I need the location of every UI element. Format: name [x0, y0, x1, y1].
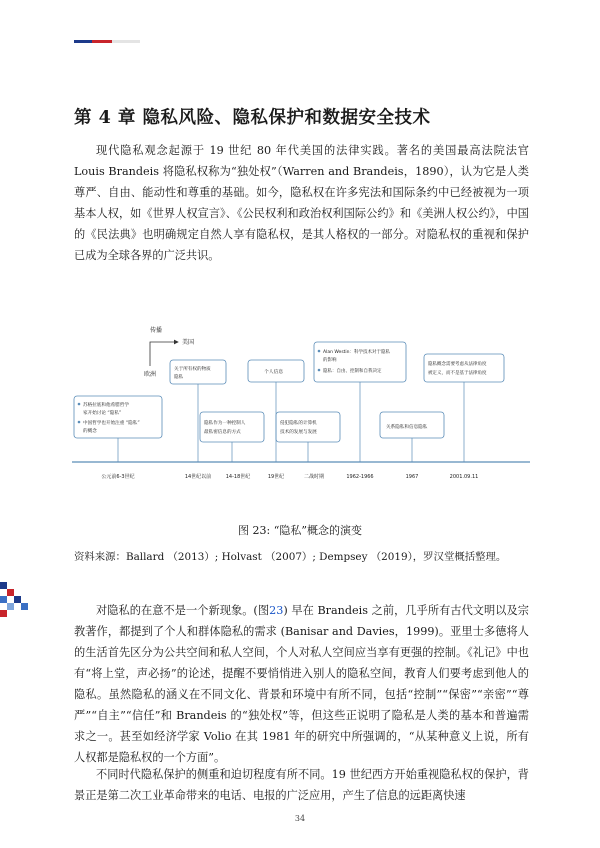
box-socrates-line-2: 家开始讨论 “隐私” [83, 411, 122, 416]
box-law [424, 354, 504, 382]
privacy-evolution-figure [70, 320, 532, 500]
box-china-line-2: 的概念 [83, 429, 97, 434]
europe-label: 欧洲 [144, 371, 157, 378]
box-westin [314, 342, 406, 382]
timeline-label: 2001.09.11 [449, 474, 479, 480]
paragraph-2-part-a: 对隐私的在意不是一个新现象。(图 [96, 604, 270, 617]
paragraph-2 [74, 600, 529, 768]
paragraph-1-text: 现代隐私观念起源于 19 世纪 80 年代美国的法律实践。著名的美国最高法院法官 Louis Brandeis 将隐私权称为“独处权”（Warren and Brandeis，1890），认为它是人类尊严、自由、能动性和尊重的基础。如今，隐私权在许多宪法和国际条约中已经被视为一项基本人权，如《世界人权宣言》、《公民权利和政治权利国际公约》和《美洲人权公约》，中国的《民法典》也明确规定自然人享有隐私权，是其人格权的一部分。对隐私权的重视和保护已成为全球各界的广泛共识。 [74, 144, 529, 262]
timeline-diagram [70, 320, 532, 500]
paragraph-1 [74, 140, 529, 266]
box-relation [380, 412, 444, 438]
timeline-label: 公元前6-3世纪 [101, 474, 135, 480]
header-bar-blue [74, 40, 92, 43]
box-secret-line-2: 最私密信息的方式 [204, 430, 241, 435]
usa-label: 美国 [182, 339, 195, 346]
paragraph-2-part-b: ) 早在 Brandeis 之前，几乎所有古代文明以及宗教著作，都提到了个人和群体隐私的需求 (Banisar and Davies，1999)。亚里士多德将人的生活首先区分为公共空间和私人空间，个人对私人空间应当享有更强的控制。《礼记》中也有“将上堂，声必扬”的论述，提醒不要悄悄进入别人的隐私空间，教育人们要考虑到他人的隐私。虽然隐私的涵义在不同文化、背景和环境中有所不同，包括“控制”“保密”“亲密”“尊严”“自主”“信任”和 Brandeis 的“独处权”等，但这些正说明了隐私是人类的基本和普遍需求之一。甚至如经济学家 Volio 在其 1981 年的研究中所强调的，“从某种意义上说，所有人权都是隐私权的一个方面”。 [74, 604, 529, 764]
box-china-line-1: 中国哲学也开始注重 “隐私” [83, 421, 140, 426]
figure-source: 资料来源：Ballard （2013）; Holvast （2007）; Dempsey （2019），罗汉堂概括整理。 [74, 551, 507, 563]
box-computer-line-2: 技术的发展与发展 [280, 430, 317, 435]
paragraph-2-text [74, 600, 529, 768]
paragraph-3 [74, 764, 529, 806]
header-bar-grey [112, 40, 140, 43]
box-westin-line-3: 隐私：自由、控制和自我决定 [323, 369, 382, 374]
box-westin-line-1: Alan Westin：科学技术对于隐私 [323, 350, 391, 355]
box-secret-line-1: 隐私作为一种控制人 [204, 421, 246, 426]
timeline-labels [101, 473, 478, 480]
timeline-label: 19世纪 [267, 474, 285, 480]
figure-ref-link[interactable]: 23 [269, 604, 284, 617]
spread-label: 传播 [150, 327, 163, 334]
box-secret [200, 412, 264, 442]
box-law-line-2: 被定义，而不是基于法律角度 [428, 371, 487, 376]
header-color-bar [74, 40, 140, 43]
box-property-line-2: 隐私 [174, 375, 184, 380]
box-personal-info-text: 个人信息 [264, 370, 284, 375]
box-relation-text: 关系隐私和信息隐私 [386, 425, 428, 430]
header-bar-red [92, 40, 112, 43]
box-westin-line-2: 的影响 [323, 358, 337, 363]
page-number: 34 [294, 814, 306, 823]
timeline-label: 二战时期 [303, 474, 325, 480]
decorative-pixel-mark [0, 582, 30, 622]
paragraph-3-text: 不同时代隐私保护的侧重和迫切程度有所不同。19 世纪西方开始重视隐私权的保护，背景正是第二次工业革命带来的电话、电报的广泛应用，产生了信息的远距离快速 [74, 768, 529, 802]
box-property [170, 360, 226, 384]
figure-caption: 图 23: “隐私”概念的演变 [238, 524, 362, 537]
timeline-label: 14世纪以前 [184, 474, 212, 480]
timeline-label: 1967 [405, 474, 419, 480]
box-property-line-1: 关于所有权的物质 [174, 367, 211, 372]
timeline-label: 14-18世纪 [225, 474, 251, 480]
box-law-line-1: 隐私概念需要考虑从法律角度 [428, 362, 487, 367]
chapter-title: 第 4 章 隐私风险、隐私保护和数据安全技术 [74, 108, 431, 128]
box-computer [276, 412, 340, 442]
timeline-label: 1962-1966 [346, 474, 374, 480]
box-socrates-line-1: 苏格拉底和他希腊哲学 [83, 403, 129, 408]
box-personal-info [248, 360, 304, 382]
box-computer-line-1: 侵犯隐私的计算机 [280, 421, 317, 426]
box-socrates [74, 396, 162, 438]
